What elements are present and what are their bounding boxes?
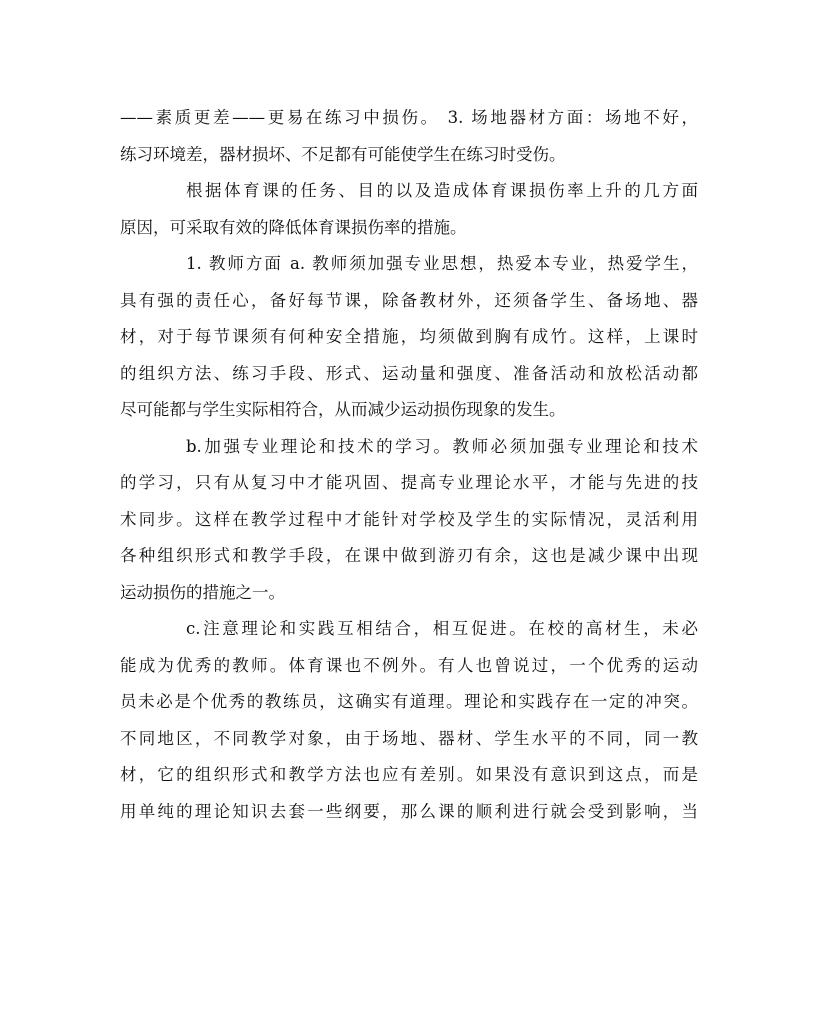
text-line: 运动损伤的措施之一。 — [120, 582, 285, 602]
text-line: 材，对于每节课须有何种安全措施，均须做到胸有成竹。这样，上课时 — [120, 327, 698, 346]
text-line: 不同地区，不同教学对象，由于场地、器材、学生水平的不同，同一教 — [120, 728, 698, 748]
text-line: 能成为优秀的教师。体育课也不例外。有人也曾说过，一个优秀的运动 — [120, 655, 698, 675]
text-line: 具有强的责任心，备好每节课，除备教材外，还须备学生、备场地、器 — [120, 290, 698, 310]
text-line: 1. 教师方面 a. 教师须加强专业思想，热爱本专业，热爱学生， — [186, 254, 698, 273]
document-body-text — [120, 100, 698, 830]
text-line: 各种组织形式和教学手段，在课中做到游刃有余，这也是减少课中出现 — [120, 546, 698, 565]
text-line: b.加强专业理论和技术的学习。教师必须加强专业理论和技术 — [186, 436, 698, 456]
text-line: 练习环境差，器材损坏、不足都有可能使学生在练习时受伤。 — [120, 144, 566, 164]
text-line: 的学习，只有从复习中才能巩固、提高专业理论水平，才能与先进的技 — [120, 473, 698, 492]
text-line: 员未必是个优秀的教练员，这确实有道理。理论和实践存在一定的冲突。 — [120, 692, 698, 711]
text-line: 术同步。这样在教学过程中才能针对学校及学生的实际情况，灵活利用 — [120, 509, 698, 529]
text-line: ——素质更差——更易在练习中损伤。 3. 场地器材方面：场地不好， — [120, 108, 698, 127]
text-line: 材，它的组织形式和教学方法也应有差别。如果没有意识到这点，而是 — [120, 765, 698, 784]
text-line: c.注意理论和实践互相结合，相互促进。在校的高材生，未必 — [186, 619, 698, 638]
text-line: 用单纯的理论知识去套一些纲要，那么课的顺利进行就会受到影响，当 — [120, 801, 698, 821]
text-line: 根据体育课的任务、目的以及造成体育课损伤率上升的几方面 — [186, 181, 698, 200]
text-line: 原因，可采取有效的降低体育课损伤率的措施。 — [120, 217, 467, 237]
text-line: 尽可能都与学生实际相符合，从而减少运动损伤现象的发生。 — [120, 400, 566, 419]
text-line: 的组织方法、练习手段、形式、运动量和强度、准备活动和放松活动都 — [120, 363, 698, 383]
